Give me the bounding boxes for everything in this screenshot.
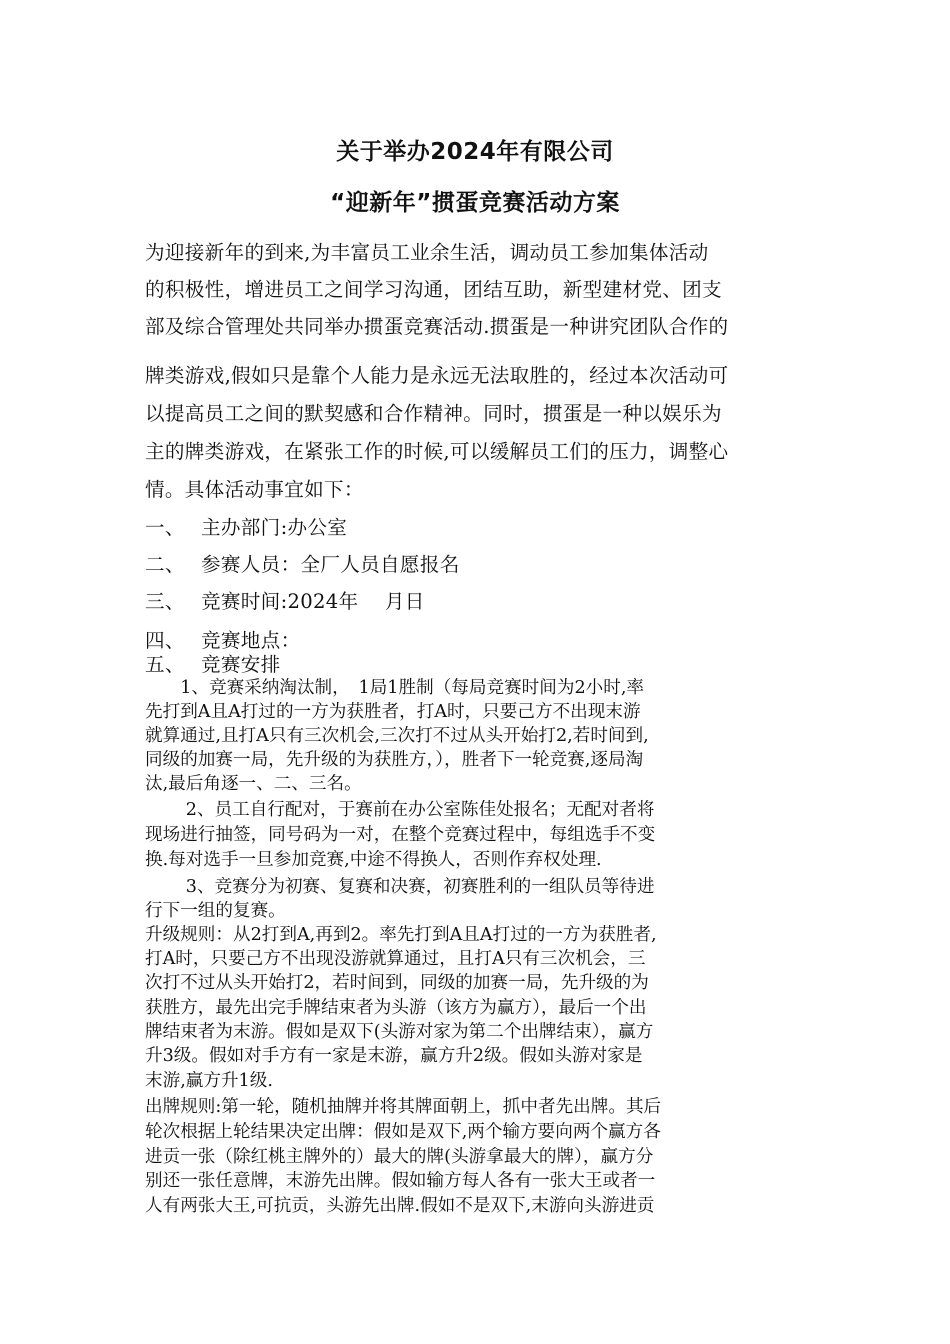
- section-item: [145, 548, 460, 577]
- body-line: 1、竞赛采纳淘汰制， 1局1胜制（每局竞赛时间为2小时,率: [145, 678, 645, 698]
- section-text: 主办部门:办公室: [201, 516, 348, 539]
- body-line: 2、员工自行配对，于赛前在办公室陈佳处报名；无配对者将: [145, 800, 655, 820]
- body-line: 人有两张大王,可抗贡，头游先出牌.假如不是双下,末游向头游进贡: [145, 1196, 655, 1216]
- document-title-line-2: “迎新年”掼蛋竞赛活动方案: [330, 190, 620, 216]
- body-line: 汰,最后角逐一、二、三名。: [145, 774, 362, 794]
- body-line: 获胜方，最先出完手牌结束者为头游（该方为赢方），最后一个出: [145, 998, 647, 1018]
- intro-paragraph-line: 为迎接新年的到来,为丰富员工业余生活，调动员工参加集体活动: [145, 241, 709, 264]
- section-number: 四、: [145, 629, 185, 652]
- intro-paragraph-line: 以提高员工之间的默契感和合作精神。同时，掼蛋是一种以娱乐为: [145, 402, 722, 425]
- section-text: 竞赛地点：: [201, 629, 301, 652]
- body-line: 打A时，只要己方不出现没游就算通过，且打A只有三次机会，三: [145, 949, 646, 969]
- section-number: 三、: [145, 590, 185, 613]
- body-line: 别还一张任意牌，末游先出牌。假如输方每人各有一张大王或者一: [145, 1171, 656, 1191]
- section-number: 二、: [145, 553, 185, 576]
- document-title-line-1: 关于举办2024年有限公司: [336, 139, 614, 165]
- body-line: 换.每对选手一旦参加竞赛,中途不得换人，否则作弃权处理.: [145, 850, 602, 870]
- intro-paragraph-line: 的积极性，增进员工之间学习沟通，团结互助，新型建材党、团支: [145, 278, 722, 301]
- body-line: 3、竞赛分为初赛、复赛和决赛，初赛胜利的一组队员等待进: [145, 877, 655, 897]
- body-line: 就算通过,且打A只有三次机会,三次打不过从头开始打2,若时间到,: [145, 726, 649, 746]
- body-line: 现场进行抽签，同号码为一对，在整个竞赛过程中，每组选手不变: [145, 825, 656, 845]
- section-number: 五、: [145, 653, 185, 676]
- body-line: 行下一组的复赛。: [145, 901, 286, 921]
- body-line: 同级的加赛一局，先升级的为获胜方，），胜者下一轮竞赛,逐局淘: [145, 750, 644, 770]
- intro-paragraph-line: 牌类游戏,假如只是靠个人能力是永远无法取胜的，经过本次活动可: [145, 364, 729, 387]
- section-item: [145, 585, 425, 614]
- body-line: 升3级。假如对手方有一家是末游，赢方升2级。假如头游对家是: [145, 1046, 643, 1066]
- section-text: 参赛人员：全厂人员自愿报名: [201, 553, 460, 576]
- body-line: 进贡一张（除红桃主牌外的）最大的牌(头游拿最大的牌），赢方分: [145, 1147, 654, 1167]
- section-text: 竞赛安排: [201, 653, 281, 676]
- section-number: 一、: [145, 516, 185, 539]
- section-item: [145, 511, 347, 540]
- body-line: 先打到A且A打过的一方为获胜者，打A时，只要己方不出现末游: [145, 702, 641, 722]
- intro-paragraph-line: 情。具体活动事宜如下：: [145, 478, 364, 501]
- intro-paragraph-line: 部及综合管理处共同举办掼蛋竞赛活动.掼蛋是一种讲究团队合作的: [145, 315, 729, 338]
- body-line: 轮次根据上轮结果决定出牌：假如是双下,两个输方要向两个赢方各: [145, 1122, 661, 1142]
- body-line: 牌结束者为末游。假如是双下(头游对家为第二个出牌结束），赢方: [145, 1022, 654, 1042]
- body-line: 末游,赢方升1级.: [145, 1071, 273, 1091]
- body-line: 出牌规则:第一轮，随机抽牌并将其牌面朝上，抓中者先出牌。其后: [145, 1097, 662, 1117]
- section-text: 竞赛时间:2024年 月日: [201, 590, 425, 613]
- intro-paragraph-line: 主的牌类游戏，在紧张工作的时候,可以缓解员工们的压力，调整心: [145, 440, 729, 463]
- body-line: 次打不过从头开始打2，若时间到，同级的加赛一局，先升级的为: [145, 973, 649, 993]
- section-item: [145, 648, 281, 677]
- body-line: 升级规则：从2打到A,再到2。率先打到A且A打过的一方为获胜者,: [145, 925, 657, 945]
